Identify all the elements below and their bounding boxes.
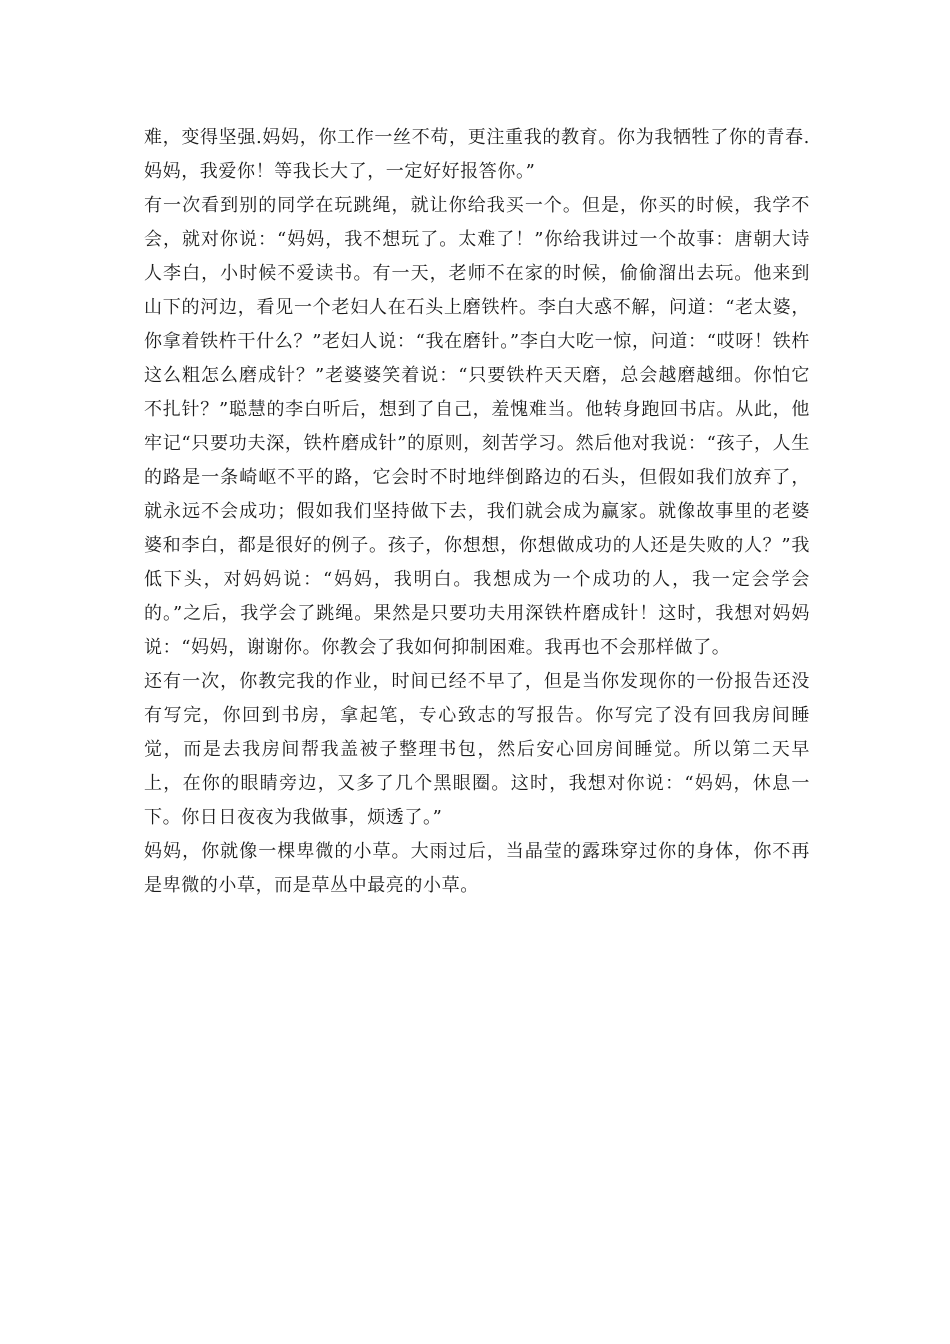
paragraph-4: 妈妈，你就像一棵卑微的小草。大雨过后，当晶莹的露珠穿过你的身体，你不再是卑微的小草，而是草丛中最亮的小草。 [144, 841, 810, 896]
document-body [144, 121, 810, 903]
paragraph-2: 有一次看到别的同学在玩跳绳，就让你给我买一个。但是，你买的时候，我学不会，就对你说：“妈妈，我不想玩了。太难了！”你给我讲过一个故事：唐朝大诗人李白，小时候不爱读书。有一天，老师不在家的时候，偷偷溜出去玩。他来到山下的河边，看见一个老妇人在石头上磨铁杵。李白大惑不解，问道：“老太婆，你拿着铁杵干什么？”老妇人说：“我在磨针。”李白大吃一惊，问道：“哎呀！铁杵这么粗怎么磨成针？”老婆婆笑着说：“只要铁杵天天磨，总会越磨越细。你怕它不扎针？”聪慧的李白听后，想到了自己，羞愧难当。他转身跑回书店。从此，他牢记“只要功夫深，铁杵磨成针”的原则，刻苦学习。然后他对我说：“孩子，人生的路是一条崎岖不平的路，它会时不时地绊倒路边的石头，但假如我们放弃了，就永远不会成功；假如我们坚持做下去，我们就会成为赢家。就像故事里的老婆婆和李白，都是很好的例子。孩子，你想想，你想做成功的人还是失败的人？”我低下头，对妈妈说：“妈妈，我明白。我想成为一个成功的人，我一定会学会的。”之后，我学会了跳绳。果然是只要功夫用深铁杵磨成针！这时，我想对妈妈说：“妈妈，谢谢你。你教会了我如何抑制困难。我再也不会那样做了。 [144, 195, 810, 658]
paragraph-1: 难，变得坚强.妈妈，你工作一丝不苟，更注重我的教育。你为我牺牲了你的青春.妈妈，我爱你！等我长大了，一定好好报答你。” [144, 127, 810, 182]
paragraph-3: 还有一次，你教完我的作业，时间已经不早了，但是当你发现你的一份报告还没有写完，你回到书房，拿起笔，专心致志的写报告。你写完了没有回我房间睡觉，而是去我房间帮我盖被子整理书包，然后安心回房间睡觉。所以第二天早上，在你的眼睛旁边，又多了几个黑眼圈。这时，我想对你说：“妈妈，休息一下。你日日夜夜为我做事，烦透了。” [144, 671, 810, 828]
